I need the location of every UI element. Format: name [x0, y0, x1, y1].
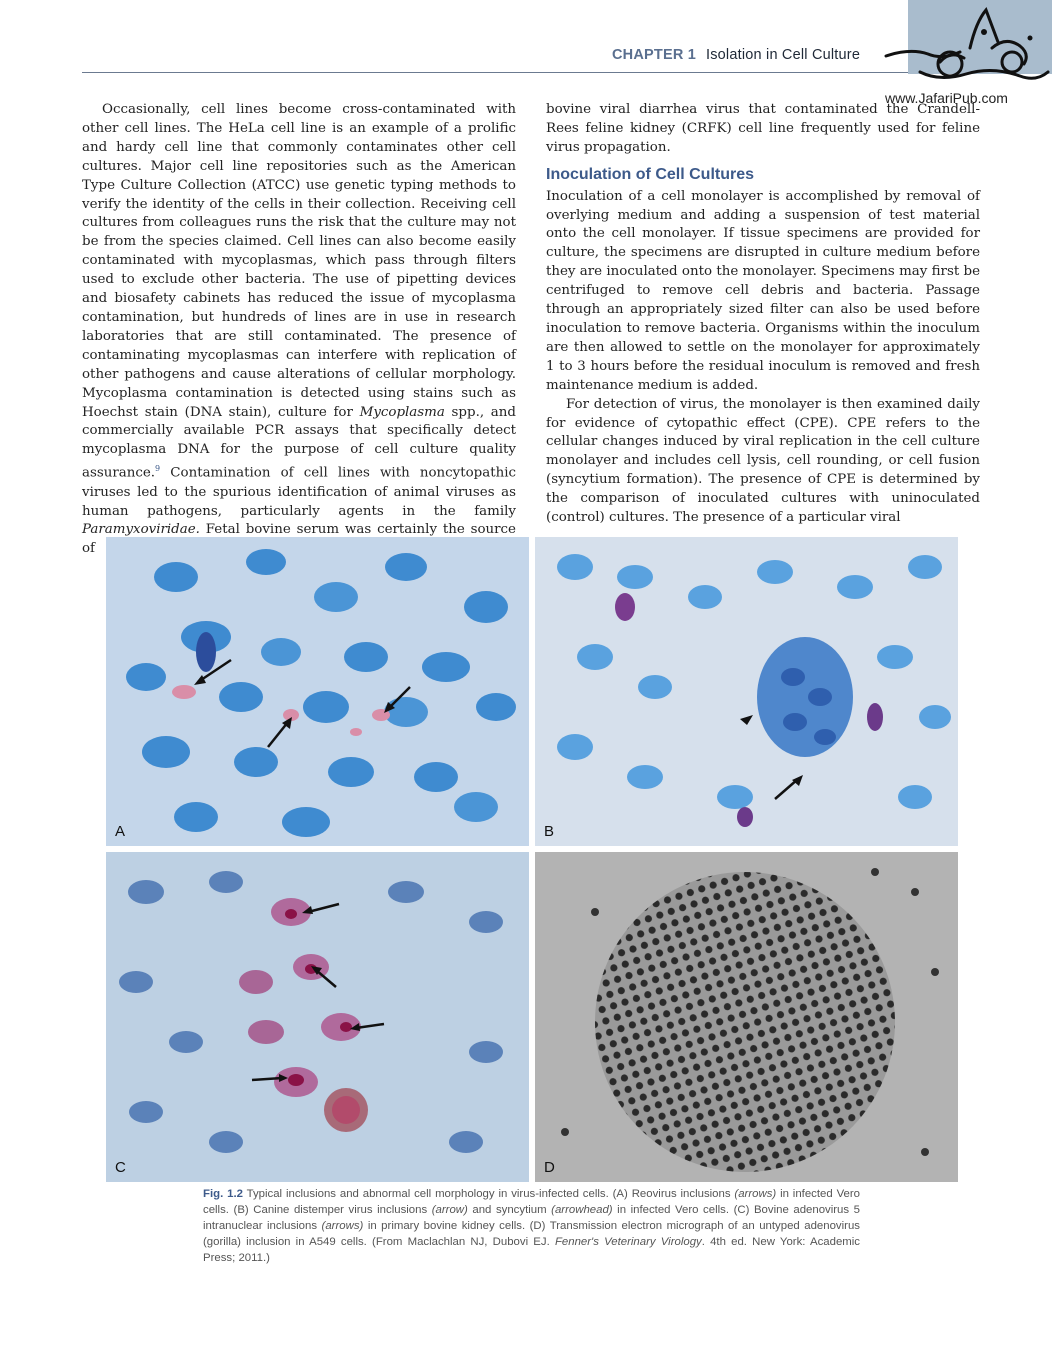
header-rule: [82, 72, 972, 73]
left-text-column: [82, 101, 516, 559]
panel-a-label: A: [115, 823, 126, 840]
paragraph-contamination: Occasionally, cell lines become cross-contaminated with other cell lines. The HeLa cell line is an example of a prolific and hardy cell line that commonly contaminates other cell cultures. Major cell line repositories such as the American Type Culture Collection (ATCC) use genetic typing methods to verify the identity of the cells in their collection. Receiving cell cultures from colleagues runs the risk that the culture may not be from the species claimed. Cell lines can also become easily contaminated with mycoplasmas, which pass through filters used to exclude other bacteria. The use of pipetting devices and biosafety cabinets has reduced the issue of mycoplasma contamination, but hundreds of lines are in use in research laboratories that are still contaminated. The presence of contaminating mycoplasmas can interfere with replication of other pathogens and cause alterations of cellular morphology. Mycoplasma contamination is detected using stains such as Hoechst stain (DNA stain), culture for Mycoplasma spp., and commercially available PCR assays that specifically detect mycoplasma DNA for the purpose of cell culture quality assurance.$^9$ Contamination of cell lines with noncytopathic viruses led to the spurious identification of animal viruses as human pathogens, particularly agents in the family Paramyxoviridae. Fetal bovine serum was certainly the source of: [82, 102, 516, 557]
reference-marker[interactable]: 9: [155, 464, 161, 474]
paragraph-continuation: bovine viral diarrhea virus that contaminated the Crandell-Rees feline kidney (CRFK) cell line frequently used for feline virus propagation.: [546, 102, 980, 155]
figure-panel-c: [106, 852, 529, 1182]
figure-panel-a: [106, 537, 529, 846]
panel-c-label: C: [115, 1159, 126, 1176]
calligraphy-logo-icon: [880, 2, 1052, 92]
micrograph-c-image: [106, 852, 529, 1182]
micrograph-b-image: [535, 537, 958, 846]
chapter-number: CHAPTER 1: [612, 47, 696, 63]
running-header: [612, 47, 860, 63]
figure-panel-d: [535, 852, 958, 1182]
figure-number: Fig. 1.2: [203, 1188, 243, 1200]
logo-url: www.JafariPub.com: [885, 90, 1008, 106]
section-heading: Inoculation of Cell Cultures: [546, 165, 755, 183]
chapter-title: Isolation in Cell Culture: [705, 47, 861, 63]
figure-caption: Fig. 1.2 Typical inclusions and abnormal cell morphology in virus-infected cells. (A) Reovirus inclusions (arrows) in infected Vero cells. (B) Canine distemper virus inclusions (arrow) and syncytium (arrowhead) in infected Vero cells. (C) Bovine adenovirus 5 intranuclear inclusions (arrows) in primary bovine kidney cells. (D) Transmission electron micrograph of an untyped adenovirus (gorilla) inclusion in A549 cells. (From Maclachlan NJ, Dubovi EJ. Fenner's Veterinary Virology. 4th ed. New York: Academic Press; 2011.): [203, 1188, 861, 1264]
figure-panel-b: [535, 537, 958, 846]
paragraph-cpe: For detection of virus, the monolayer is then examined daily for evidence of cytopathic effect (CPE). CPE refers to the cellular changes induced by viral replication in the cell culture monolayer and includes cell lysis, cell rounding, or cell fusion (syncytium formation). The presence of CPE is determined by the comparison of inoculated cultures with uninoculated (control) cultures. The presence of a particular viral: [546, 396, 980, 526]
micrograph-a-image: [106, 537, 529, 846]
micrograph-d-image: [535, 852, 958, 1182]
panel-d-label: D: [544, 1159, 555, 1176]
panel-b-label: B: [544, 823, 555, 840]
paragraph-inoculation: Inoculation of a cell monolayer is accomplished by removal of overlying medium and adding a suspension of test material onto the cell monolayer. If tissue specimens are provided for culture, the specimens are disrupted in culture medium before they are inoculated onto the monolayer. Specimens may first be centrifuged to remove cell debris and bacteria. Passage through an appropriately sized filter can also be used before inoculation to remove bacteria. Organisms within the inoculum are then allowed to settle on the monolayer for approximately 1 to 3 hours before the residual inoculum is removed and fresh maintenance medium is added.: [546, 188, 980, 393]
right-text-column: [546, 101, 980, 528]
